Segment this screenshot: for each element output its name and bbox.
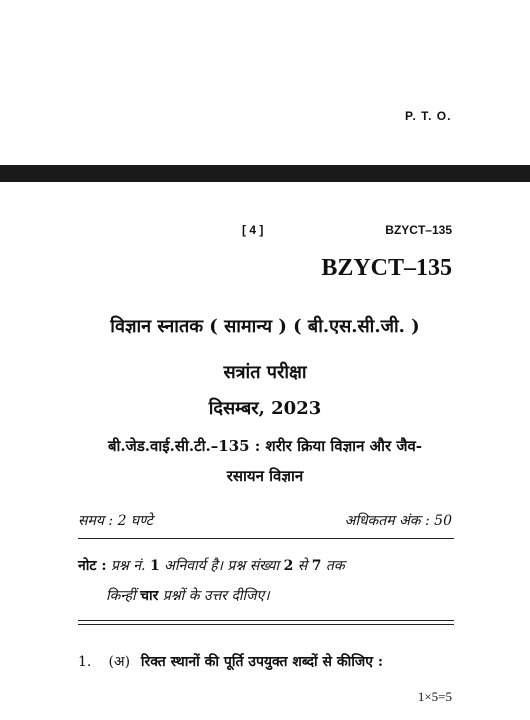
note-number: 7 [311,558,322,574]
note-text: तक [325,558,345,574]
page-divider-bar [0,165,530,182]
note-text: किन्हीं [106,588,136,604]
note-text: प्रश्नों के उत्तर दीजिए। [162,588,270,604]
course-title-line2: रसायन विज्ञान [226,467,304,485]
divider-line-double-2 [78,624,454,625]
max-marks: अधिकतम अंक : 50 [344,513,452,529]
course-title-line1: बी.जेड.वाई.सी.टी.–135 : शरीर क्रिया विज्ञान और जैव- [107,437,423,455]
pto-label: P. T. O. [405,109,452,123]
question-text: रिक्त स्थानों की पूर्ति उपयुक्त शब्दों से कीजिए : [140,654,384,670]
note-emphasis: चार [140,588,159,604]
question-sub-label: (अ) [108,654,131,670]
question-1 [78,652,458,671]
instructions-note [78,551,454,611]
question-marks: 1×5=5 [417,689,452,704]
note-label: नोट : [78,558,107,574]
note-text: से [297,558,308,574]
note-number: 2 [283,558,294,574]
course-code-title: BZYCT–135 [321,255,452,281]
page-number: [ 4 ] [242,223,264,237]
program-name: विज्ञान स्नातक ( सामान्य ) ( बी.एस.सी.जी. ) [110,316,420,337]
course-code-small: BZYCT–135 [385,223,452,237]
note-text: प्रश्न नं. [110,558,146,574]
exam-type: सत्रांत परीक्षा [223,362,307,383]
question-number: 1. [78,654,92,670]
divider-line-top [78,538,454,539]
exam-date: दिसम्बर, 2023 [208,398,322,419]
exam-time: समय : 2 घण्टे [78,513,153,529]
divider-line-double-1 [78,620,454,621]
note-number: 1 [149,558,160,574]
note-text: अनिवार्य है। प्रश्न संख्या [164,558,280,574]
